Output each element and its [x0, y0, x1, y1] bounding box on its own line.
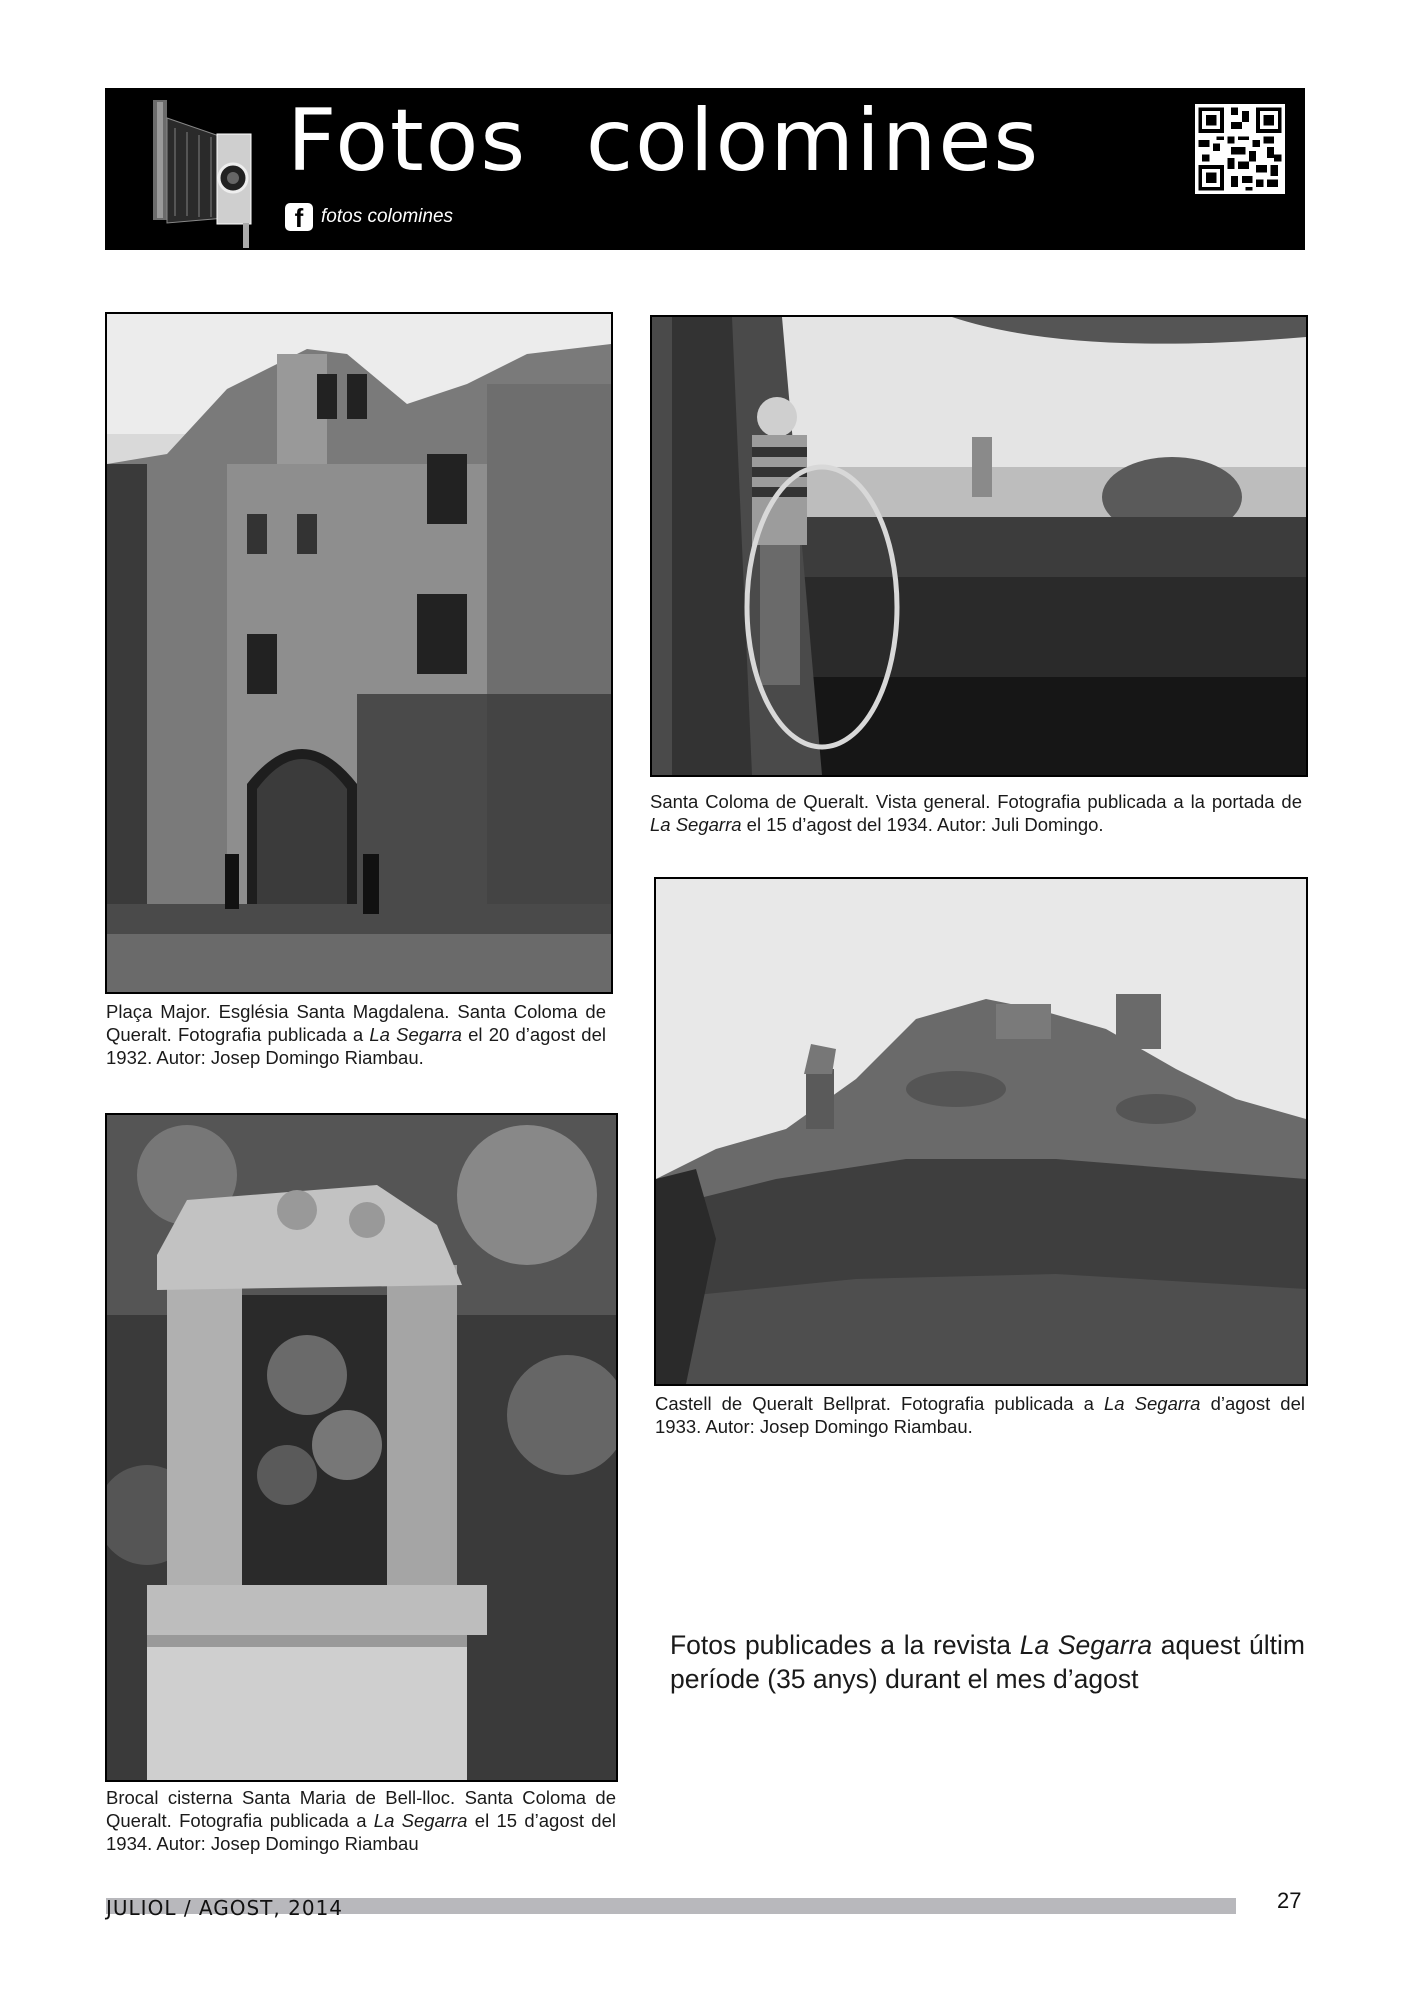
magazine-section-title: Fotos colomines [287, 91, 1041, 191]
photo-castle-ruins [654, 877, 1308, 1386]
intro-text: Fotos publicades a la revista La Segarra aquest últim període (35 anys) durant el mes d’agost [670, 1630, 1305, 1694]
caption-well: Brocal cisterna Santa Maria de Bell-lloc. Santa Coloma de Queralt. Fotografia publicada a La Segarra el 15 d’agost del 1934. Autor: Josep Domingo Riambau [106, 1787, 616, 1854]
photo-stone-well [105, 1113, 618, 1782]
photo-church-square [105, 312, 613, 994]
caption-castle: Castell de Queralt Bellprat. Fotografia publicada a La Segarra d’agost del 1933. Autor: Josep Domingo Riambau. [655, 1393, 1305, 1437]
camera-icon [145, 98, 265, 248]
qr-code-icon[interactable] [1195, 104, 1285, 194]
facebook-icon[interactable]: f [285, 203, 313, 231]
page-number: 27 [1277, 1888, 1302, 1913]
caption-general-view: Santa Coloma de Queralt. Vista general. Fotografia publicada a la portada de La Segarra el 15 d’agost del 1934. Autor: Juli Domingo. [650, 791, 1302, 835]
header-banner [105, 88, 1305, 250]
footer-issue-date: JULIOL / AGOST, 2014 [106, 1896, 344, 1920]
photo-boy-with-hoop [650, 315, 1308, 777]
facebook-page-label[interactable]: fotos colomines [321, 206, 454, 227]
caption-church: Plaça Major. Església Santa Magdalena. Santa Coloma de Queralt. Fotografia publicada a La Segarra el 20 d’agost del 1932. Autor: Josep Domingo Riambau. [106, 1001, 606, 1068]
